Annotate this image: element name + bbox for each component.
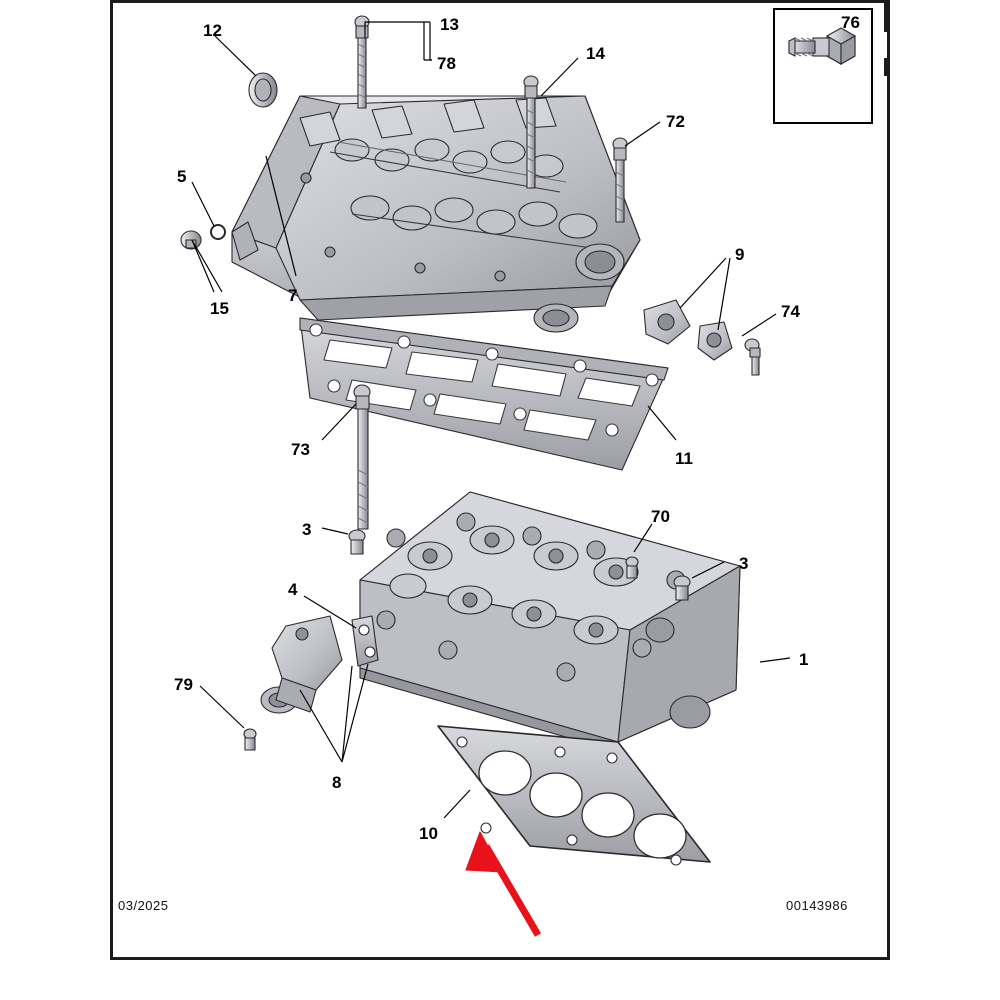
callout-7: 7 — [288, 286, 298, 305]
sensor-part-9a — [644, 300, 690, 344]
callout-5: 5 — [177, 167, 187, 186]
bolt-part-3b — [674, 576, 690, 600]
callout-10: 10 — [419, 824, 438, 843]
callout-78: 78 — [437, 54, 456, 73]
callout-9: 9 — [735, 245, 745, 264]
bolt-part-13 — [355, 16, 369, 108]
inset-label-76: 76 — [841, 13, 860, 32]
callout-1: 1 — [799, 650, 809, 669]
plug-part-5 — [211, 225, 225, 239]
callout-72: 72 — [666, 112, 685, 131]
callout-3-right: 3 — [739, 554, 749, 573]
highlight-arrow-icon — [466, 832, 538, 935]
sensor-part-9b — [698, 322, 732, 360]
callout-4: 4 — [288, 580, 298, 599]
water-outlet-part-8 — [261, 616, 342, 713]
callout-79: 79 — [174, 675, 193, 694]
callout-13: 13 — [440, 15, 459, 34]
footer-reference: 00143986 — [786, 898, 848, 913]
callout-12: 12 — [203, 21, 222, 40]
callout-73: 73 — [291, 440, 310, 459]
plug-part-12 — [249, 73, 277, 107]
callout-70: 70 — [651, 507, 670, 526]
bolt-part-3a — [349, 530, 365, 554]
callout-14: 14 — [586, 44, 605, 63]
bolt-part-73 — [354, 385, 370, 529]
callout-74: 74 — [781, 302, 800, 321]
bolt-part-70 — [626, 557, 638, 578]
callout-3-left: 3 — [302, 520, 312, 539]
bolt-part-74 — [745, 339, 760, 375]
footer-date: 03/2025 — [118, 898, 169, 913]
plug-part-15 — [181, 231, 201, 249]
bolt-part-79 — [244, 729, 256, 750]
callout-8: 8 — [332, 773, 342, 792]
callout-15: 15 — [210, 299, 229, 318]
cylinder-head-part — [360, 492, 740, 752]
callout-11: 11 — [675, 449, 693, 468]
